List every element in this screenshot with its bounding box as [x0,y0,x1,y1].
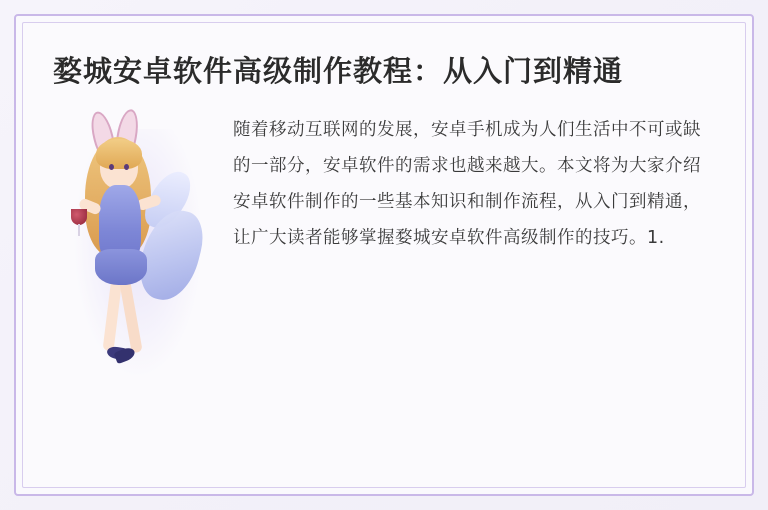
character-eye-right [124,164,129,170]
article-paragraph: 随着移动互联网的发展，安卓手机成为人们生活中不可或缺的一部分，安卓软件的需求也越来越大。本文将为大家介绍安卓软件制作的一些基本知识和制作流程，从入门到精通，让广大读者能够掌握婺城安卓软件高级制作的技巧。1. [233,120,701,248]
character-hair-front [96,139,142,169]
character-eye-left [109,164,114,170]
character-dress-skirt [95,249,147,285]
article-body-row [53,107,715,409]
wine-glass-stem [78,224,80,236]
document-content [53,51,715,459]
inner-border-frame [22,22,746,488]
bunny-girl-illustration [55,109,215,409]
page-title: 婺城安卓软件高级制作教程：从入门到精通 [53,54,624,88]
wine-glass-icon [71,209,87,225]
